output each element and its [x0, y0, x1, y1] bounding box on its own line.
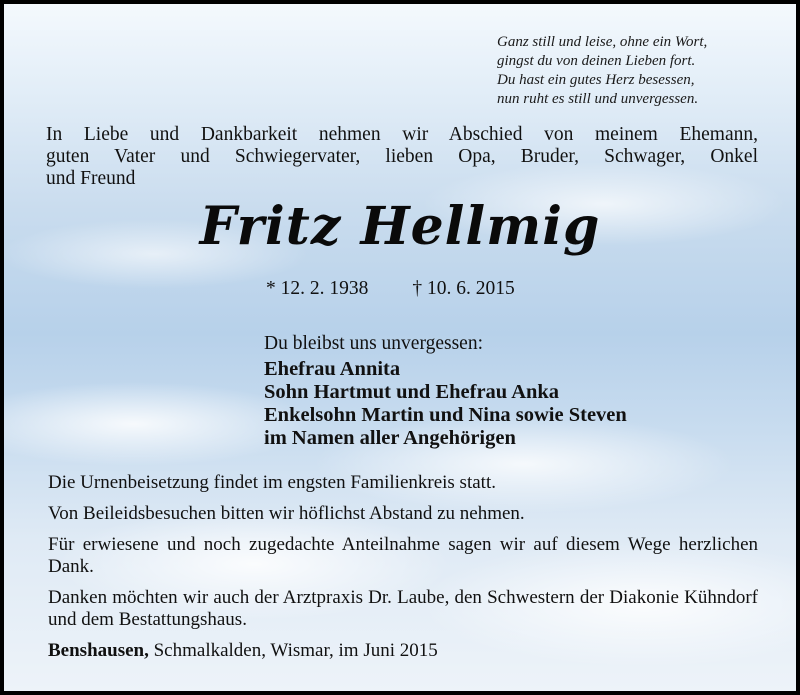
- poem-line: Du hast ein gutes Herz besessen,: [497, 72, 695, 88]
- birth-date: * 12. 2. 1938: [266, 278, 369, 299]
- signature-place: Benshausen,: [48, 640, 149, 661]
- mourners-lead: Du bleibst uns unvergessen:: [264, 333, 483, 354]
- mourner-name: Ehefrau Annita: [264, 358, 401, 380]
- thanks-note: Für erwiesene und noch zugedachte Anteilnahme sagen wir auf diesem Wege herzlichen Dank.: [48, 534, 758, 577]
- notice-body: [48, 472, 758, 671]
- urn-note: Die Urnenbeisetzung findet im engsten Familienkreis statt.: [48, 472, 496, 493]
- poem-line: Ganz still und leise, ohne ein Wort,: [497, 34, 708, 50]
- mourners: [264, 332, 627, 450]
- deceased-name: Fritz Hellmig: [199, 196, 601, 257]
- mourner-name: Sohn Hartmut und Ehefrau Anka: [264, 381, 560, 403]
- thanks-extra-note: Danken möchten wir auch der Arztpraxis Dr. Laube, den Schwestern der Diakonie Kühndorf und dem Bestattungshaus.: [48, 587, 758, 630]
- mourner-name: Enkelsohn Martin und Nina sowie Steven: [264, 404, 627, 426]
- life-dates: [266, 278, 515, 300]
- intro-line: In Liebe und Dankbarkeit nehmen wir Abschied von meinem Ehemann,: [46, 124, 758, 145]
- poem: [497, 33, 707, 109]
- mourner-name: im Namen aller Angehörigen: [264, 427, 516, 449]
- intro-text: [46, 124, 758, 190]
- poem-line: nun ruht es still und unvergessen.: [497, 91, 699, 107]
- intro-line: und Freund: [46, 168, 136, 189]
- death-date: † 10. 6. 2015: [412, 278, 515, 299]
- visits-note: Von Beileidsbesuchen bitten wir höflichst Abstand zu nehmen.: [48, 503, 525, 524]
- poem-line: gingst du von deinen Lieben fort.: [497, 53, 696, 69]
- intro-line: guten Vater und Schwiegervater, lieben Opa, Bruder, Schwager, Onkel: [46, 146, 758, 167]
- signature-rest: Schmalkalden, Wismar, im Juni 2015: [148, 640, 438, 661]
- signature-line: [48, 640, 758, 662]
